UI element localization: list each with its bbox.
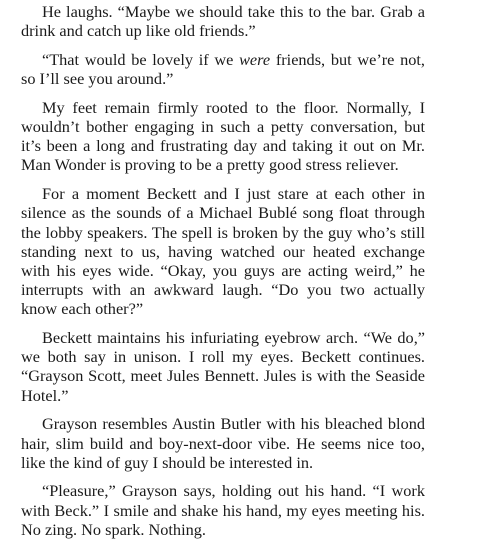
paragraph-text: Grayson resembles Austin Butler with his bleached blond hair, slim build and boy-next-door vibe. He seems nice too, like the kind of guy I should be interested in. xyxy=(21,414,425,472)
paragraph-text: He laughs. “Maybe we should take this to the bar. Grab a drink and catch up like old friends.” xyxy=(21,2,425,41)
paragraph-text: For a moment Beckett and I just stare at each other in silence as the sounds of a Michael Bublé song float through the lobby speakers. The spell is broken by the guy who’s still standing next to us, having watched our heated exchange with his eyes wide. “Okay, you guys are acting weird,” he interrupts with an awkward laugh. “Do you two actually know each other?” xyxy=(21,184,425,319)
paragraph-5 xyxy=(21,328,425,405)
paragraph-text: friends, but we’re not, so I’ll see you around.” xyxy=(21,49,425,89)
paragraph-4 xyxy=(21,184,425,318)
paragraph-text: “Pleasure,” Grayson says, holding out his hand. “I work with Beck.” I smile and shake his hand, my eyes meeting his. No zing. No spark. Nothing. xyxy=(21,481,425,539)
paragraph-1 xyxy=(21,2,425,40)
paragraph-text: “That would be lovely if we xyxy=(42,49,240,69)
paragraph-2 xyxy=(21,50,425,88)
paragraph-7 xyxy=(21,481,425,539)
paragraph-text: Beckett maintains his infuriating eyebrow arch. “We do,” we both say in unison. I roll my eyes. Beckett continues. “Grayson Scott, meet Jules Bennett. Jules is with the Seaside Hotel.” xyxy=(21,328,425,405)
paragraph-text: My feet remain firmly rooted to the floor. Normally, I wouldn’t bother engaging in such a petty conversation, but it’s been a long and frustrating day and taking it out on Mr. Man Wonder is proving to be a pretty good stress reliever. xyxy=(21,97,425,175)
paragraph-6 xyxy=(21,414,425,472)
book-page xyxy=(21,0,425,549)
paragraph-3 xyxy=(21,98,425,175)
emphasis-text: were xyxy=(239,49,271,69)
